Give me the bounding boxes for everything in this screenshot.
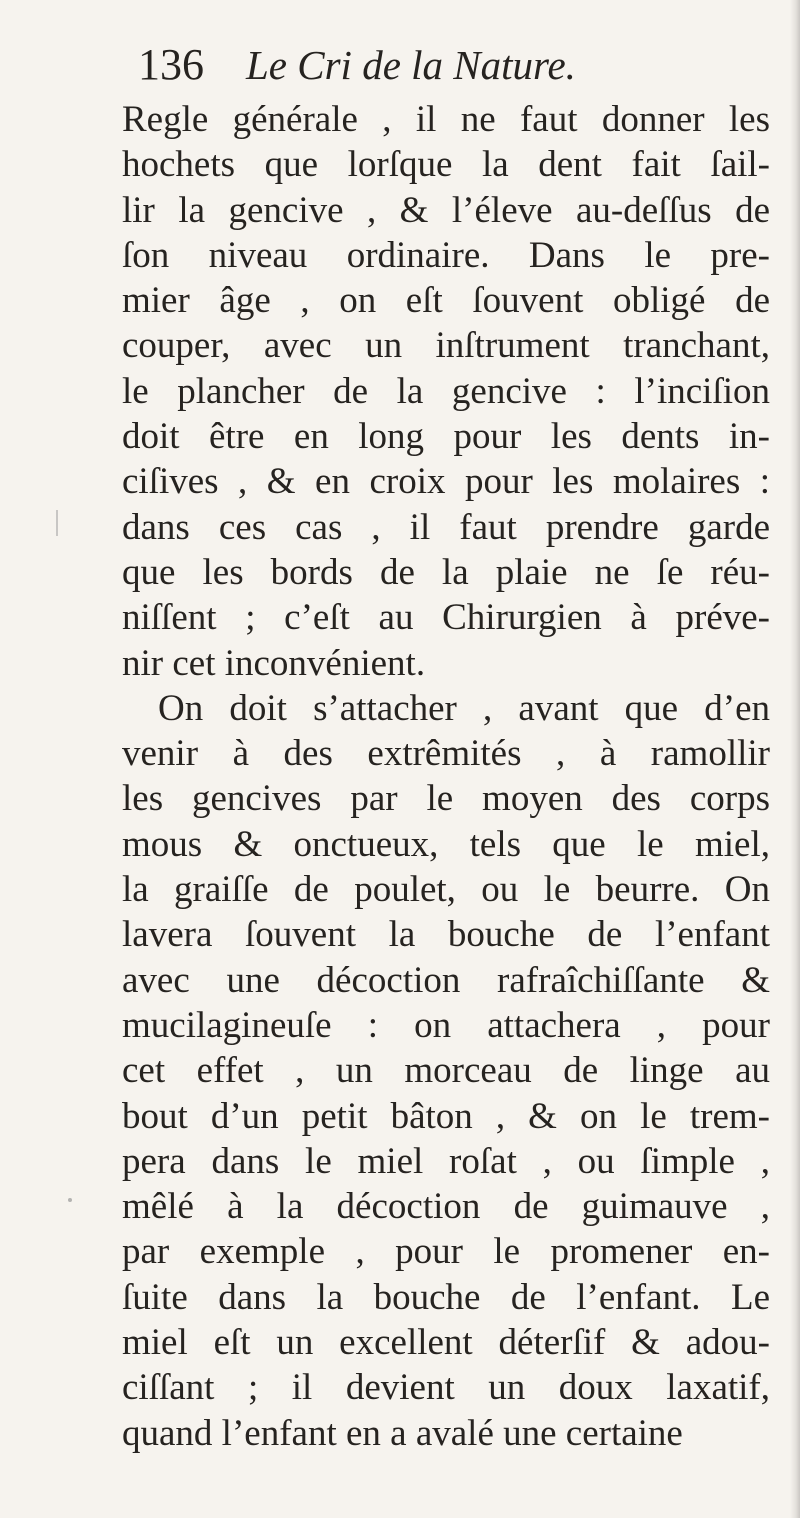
text-line: mucilagineuſe : on attachera , pour <box>122 1004 770 1046</box>
text-line: le plancher de la gencive : l’inciſion <box>122 370 770 412</box>
text-line: couper, avec un inſtrument tranchant, <box>122 325 770 367</box>
text-line: Regle générale , il ne faut donner les <box>122 99 770 140</box>
text-line: pera dans le miel roſat , ou ſimple , <box>122 1140 770 1182</box>
text-line: venir à des extrêmités , à ramollir <box>122 733 770 775</box>
text-line: lir la gencive , & l’éleve au-deſſus de <box>122 189 770 231</box>
text-line: que les bords de la plaie ne ſe réu- <box>122 551 770 593</box>
margin-mark <box>56 510 58 536</box>
text-line: mêlé à la décoction de guimauve , <box>122 1186 770 1228</box>
text-line: On doit s’attacher , avant que d’en <box>158 687 770 729</box>
text-line: mier âge , on eſt ſouvent obligé de <box>122 280 770 322</box>
text-line: nir cet inconvénient. <box>122 642 426 684</box>
text-line: niſſent ; c’eſt au Chirurgien à préve- <box>122 597 770 639</box>
margin-dot <box>68 1198 72 1202</box>
text-line: hochets que lorſque la dent fait ſail- <box>122 144 770 186</box>
text-line: les gencives par le moyen des corps <box>122 778 770 820</box>
text-line: doit être en long pour les dents in- <box>122 416 770 458</box>
running-title: Le Cri de la Nature. <box>246 42 576 88</box>
text-line: ciſives , & en croix pour les molaires : <box>122 461 770 503</box>
text-line: bout d’un petit bâton , & on le trem- <box>122 1095 770 1137</box>
text-line: miel eſt un excellent déterſif & adou- <box>122 1322 770 1364</box>
text-line: avec une décoction rafraîchiſſante & <box>122 959 770 1001</box>
text-line: ciſſant ; il devient un doux laxatif, <box>122 1367 770 1409</box>
text-line: ſon niveau ordinaire. Dans le pre- <box>122 234 770 276</box>
text-line: mous & onctueux, tels que le miel, <box>122 823 770 865</box>
text-line: lavera ſouvent la bouche de l’enfant <box>122 914 770 956</box>
body-text <box>122 97 770 1456</box>
page-number: 136 <box>138 40 204 89</box>
text-line: la graiſſe de poulet, ou le beurre. On <box>122 869 770 911</box>
text-line: cet effet , un morceau de linge au <box>122 1050 770 1092</box>
text-line: dans ces cas , il faut prendre garde <box>122 506 770 548</box>
text-line: quand l’enfant en a avalé une certaine <box>122 1412 683 1454</box>
text-line: ſuite dans la bouche de l’enfant. Le <box>122 1276 770 1318</box>
page-header <box>138 40 758 90</box>
page-edge-shadow <box>790 0 800 1518</box>
text-line: par exemple , pour le promener en- <box>122 1231 770 1273</box>
